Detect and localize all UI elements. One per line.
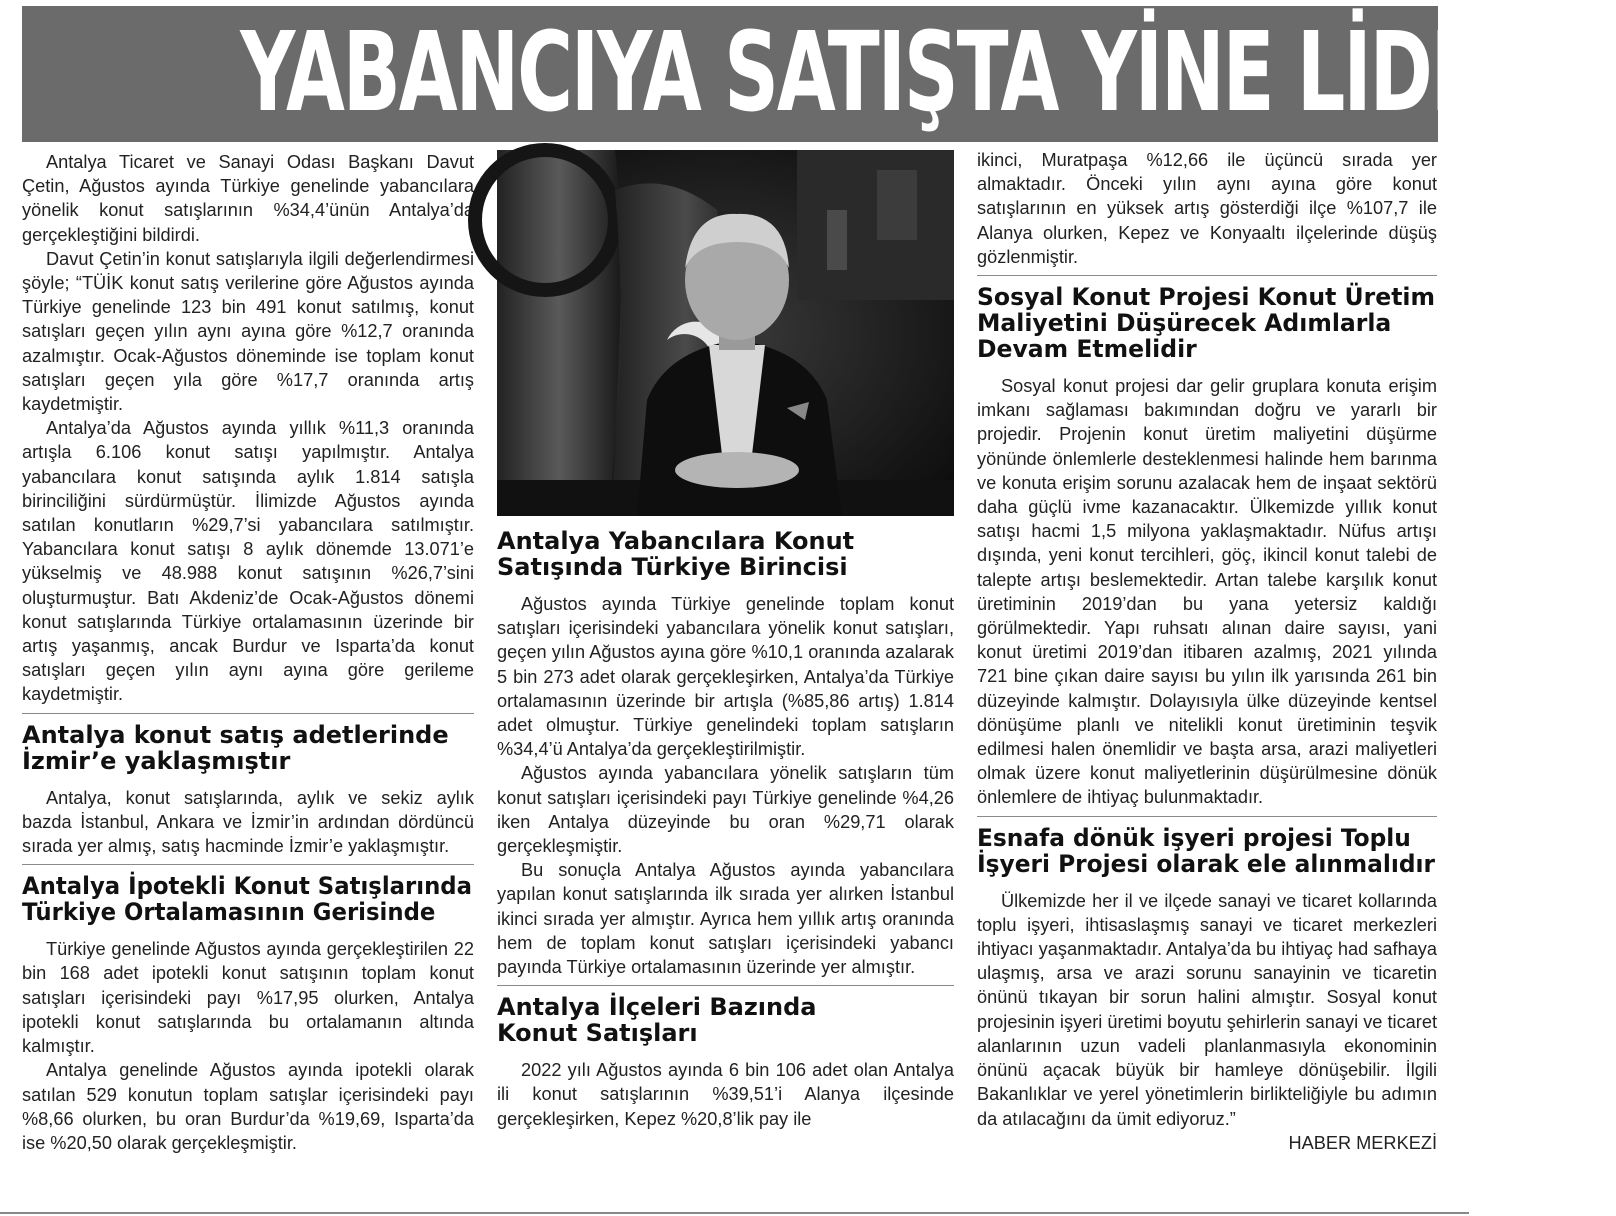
column-1 (22, 150, 474, 1155)
divider (22, 864, 474, 865)
subheading-line: Esnafa dönük işyeri projesi Toplu (977, 823, 1411, 852)
column-3 (977, 148, 1437, 1155)
subheading-line: Türkiye Ortalamasının Gerisinde (22, 898, 436, 927)
hands-shape (675, 452, 799, 488)
col2-paragraph-4: 2022 yılı Ağustos ayında 6 bin 106 adet olan Antalya ili konut satışlarının %39,51’i Alanya ilçesinde gerçekleşirken, Kepez %20,8’lik pay ile (497, 1060, 954, 1129)
subheading-line: Satışında Türkiye Birincisi (497, 553, 848, 581)
col2-subheading-1 (497, 528, 954, 580)
headline: YABANCIYA SATIŞTA YİNE LİDERİZ (240, 8, 1616, 136)
col1-paragraph-1: Antalya Ticaret ve Sanayi Odası Başkanı Davut Çetin, Ağustos ayında Türkiye genelinde yabancılara yönelik konut satışlarının %34,4’ünün Antalya’da gerçekleştiğini bildirdi. (22, 152, 474, 245)
col3-subheading-1 (977, 283, 1435, 364)
subheading-line: Devam Etmelidir (977, 335, 1197, 364)
col1-paragraph-3: Antalya’da Ağustos ayında yıllık %11,3 oranında artışla 6.106 konut satışı yapılmıştır. Antalya yabancılara konut satışında aylık 1.814 satışla birinciliğini sürdürmüştür. İlimizde Ağustos ayında satılan konutların %29,7’si yabancılara satılmıştır. Yabancılara konut satışı 8 aylık dönemde 13.071’e yükselmiş ve 48.988 konut satışının %26,7’sini oluşturmuştur. Batı Akdeniz’de Ocak-Ağustos dönemi konut satışlarında Türkiye ortalamasının üzerinde bir artış yaşanmış, ancak Burdur ve Isparta’da konut satışları geçen yılın aynı ayına göre gerileme kaydetmiştir. (22, 418, 474, 705)
subheading-line: Maliyetini Düşürecek Adımlarla (977, 309, 1392, 338)
col1-paragraph-2: Davut Çetin’in konut satışlarıyla ilgili değerlendirmesi şöyle; “TÜİK konut satış verilerine göre Ağustos ayında Türkiye genelinde 123 bin 491 konut satılmış, konut satışları geçen yılın aynı ayına göre %12,7 oranında azalmıştır. Ocak-Ağustos döneminde ise toplam konut satışları geçen yıla göre %17,7 oranında artış kaydetmiştir. (22, 248, 474, 415)
col2-subheading-2 (497, 994, 954, 1046)
subheading-line: Konut Satışları (497, 1019, 698, 1048)
column-2 (497, 150, 954, 1131)
col3-paragraph-3: Ülkemizde her il ve ilçede sanayi ve ticaret kollarında toplu işyeri, ihtisaslaşmış sanayi ve ticaret merkezleri ihtiyacı yaşanmaktadır. Antalya’da bu ihtiyaç had safhaya ulaşmış, arsa ve arazi sorunu sanayinin ve ticaretin önünü tıkayan bir sorun halini almıştır. Sosyal konut projesinin işyeri üretimi boyutu şehirlerin sanayi ve ticaret alanlarının uzun vadeli planlanmasıyla ekonominin önünü açacak büyük bir hamleye dönüşebilir. İlgili Bakanlıklar ve yerel yönetimlerin birlikteliğiyle bu adımın da atılacağını da ümit ediyoruz.” (977, 890, 1438, 1129)
ats-flag-shape (497, 150, 621, 516)
byline-row (977, 1131, 1437, 1155)
col3-paragraph-1: ikinci, Muratpaşa %12,66 ile üçüncü sırada yer almaktadır. Önceki yılın aynı ayına göre konut satışlarının en yüksek artış gösterdiği ilçe %107,7 ile Alanya olurken, Kepez ve Konyaaltı ilçelerinde düşüş gözlenmiştir. (977, 150, 1437, 267)
headline-banner (22, 6, 1616, 142)
portrait-photo (497, 150, 954, 516)
col1-paragraph-6: Antalya genelinde Ağustos ayında ipotekli olarak satılan 529 konutun toplam satışlar içerisindeki payı %8,66 olurken, bu oran Burdur’da %19,69, Isparta’da ise %20,50 olarak gerçekleşmiştir. (22, 1060, 474, 1153)
col2-paragraph-1: Ağustos ayında Türkiye genelinde toplam konut satışları içerisindeki yabancılara yönelik konut satışları, geçen yılın Ağustos ayına göre %10,1 oranında azalarak 5 bin 273 adet olarak gerçekleşirken, Antalya’da Türkiye ortalamasının üzerinde bir artışla (%85,86 artış) 1.814 adet olmuştur. Türkiye genelindeki toplam satışların %34,4’ü Antalya’da gerçekleştirilmiştir. (497, 594, 954, 760)
byline: HABER MERKEZİ (1288, 1132, 1437, 1153)
subheading-line: Antalya İpotekli Konut Satışlarında (22, 872, 472, 901)
subheading-line: Antalya İlçeleri Bazında (497, 993, 817, 1022)
col1-paragraph-5: Türkiye genelinde Ağustos ayında gerçekleştirilen 22 bin 168 adet ipotekli konut satışının toplam konut satışları içerisindeki payı %17,95 olurken, Antalya ipotekli konut satışlarında bu ortalamanın altında kalmıştır. (22, 939, 474, 1057)
col2-paragraph-3: Bu sonuçla Antalya Ağustos ayında yabancılara yapılan konut satışlarında ilk sırada yer alırken İstanbul ikinci sırada yer almıştır. Ayrıca hem yıllık artış oranında hem de toplam konut satışları içerisindeki yabancı payında Türkiye ortalamasının üzerinde yer almıştır. (497, 860, 954, 978)
portrait-illustration (497, 150, 954, 516)
col2-paragraph-2: Ağustos ayında yabancılara yönelik satışların tüm konut satışları içerisindeki payı Türkiye genelinde %4,26 iken Antalya düzeyinde bu oran %29,71 olarak gerçekleşmiştir. (497, 763, 954, 857)
subheading-line: İşyeri Projesi olarak ele alınmalıdır (977, 849, 1435, 878)
subheading-line: Sosyal Konut Projesi Konut Üretim (977, 283, 1435, 312)
divider (497, 985, 954, 986)
bottom-rule (0, 1212, 1469, 1214)
divider (22, 713, 474, 714)
col1-subheading-2 (22, 872, 472, 927)
col3-subheading-2 (977, 823, 1435, 878)
divider (977, 275, 1437, 276)
col1-paragraph-4: Antalya, konut satışlarında, aylık ve sekiz aylık bazda İstanbul, Ankara ve İzmir’in ardından dördüncü sırada yer almış, satış hacminde İzmir’e yaklaşmıştır. (22, 787, 474, 857)
col3-paragraph-2: Sosyal konut projesi dar gelir gruplara konuta erişim imkanı sağlaması bakımından doğru ve yararlı bir projedir. Projenin konut üretim maliyetini düşürme yönünde önlemlerle desteklenmesi halinde hem barınma ve konuta erişim sorunu azalacak hem de inşaat sektörü daha güçlü ivme kazanacaktır. Ülkemizde yıllık konut satışı hacmi 1,5 milyona yaklaşmaktadır. Nüfus artışı dışında, yeni konut tercihleri, göç, ikincil konut talebi de talepte artışı beslemektedir. Artan talebe karşılık konut üretiminin 2019’dan bu yana yetersiz kaldığı görülmektedir. Yapı ruhsatı alınan daire sayısı, yani konut üretimi 2019’dan itibaren azalmış, 2021 yılında 721 bine çıkan daire sayısı bu yılın ilk yarısında 261 bin düzeyinde kalmıştır. Dolayısıyla ülke düzeyinde kentsel dönüşüme planlı ve nitelikli konut üretiminin teşvik edilmesi halen önemlidir ve başta arsa, arazi maliyetleri olmak üzere konut maliyetlerinin düşürülmesine dönük önlemlere de ihtiyaç bulunmaktadır. (977, 376, 1437, 808)
subheading-line: Antalya konut satış adetlerinde (22, 720, 449, 749)
col1-subheading-1 (22, 722, 474, 774)
divider (977, 816, 1437, 817)
subheading-line: Antalya Yabancılara Konut (497, 527, 855, 555)
subheading-line: İzmir’e yaklaşmıştır (22, 746, 291, 775)
